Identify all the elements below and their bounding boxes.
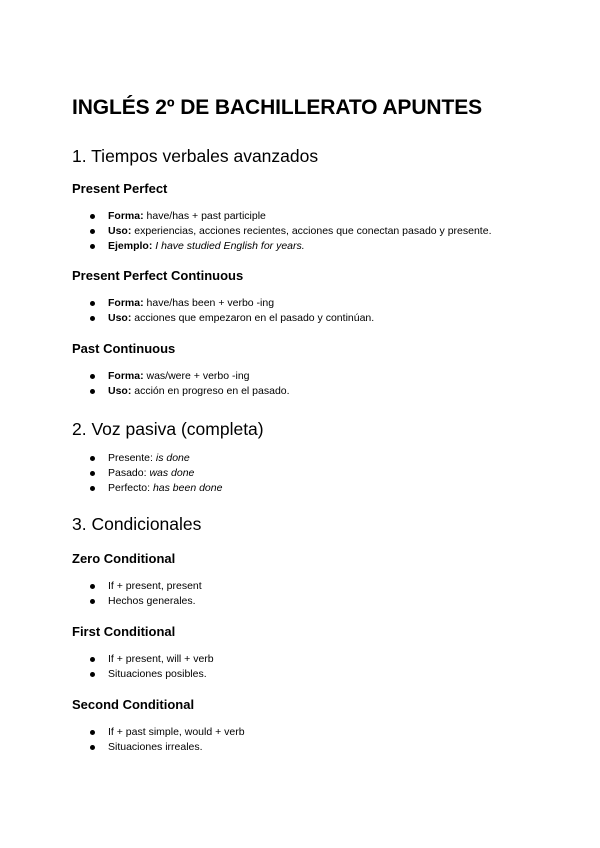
bullet-icon [90, 229, 95, 234]
subheading-first-conditional: First Conditional [72, 624, 176, 639]
bullet-icon [90, 584, 95, 589]
bullet-icon [90, 374, 95, 379]
list-item: Presente: is done [0, 451, 222, 466]
bullet-icon [90, 301, 95, 306]
list-item: Situaciones irreales. [0, 740, 245, 755]
bullet-icon [90, 214, 95, 219]
subheading-present-perfect-continuous: Present Perfect Continuous [72, 268, 244, 283]
zero-conditional-list [0, 579, 202, 609]
bullet-icon [90, 599, 95, 604]
list-item: Uso: experiencias, acciones recientes, acciones que conectan pasado y presente. [0, 224, 491, 239]
bullet-icon [90, 456, 95, 461]
list-item: Perfecto: has been done [0, 481, 222, 496]
section-heading-condicionales: 3. Condicionales [72, 514, 202, 534]
list-item: Forma: have/has been + verbo -ing [0, 296, 374, 311]
list-item: Pasado: was done [0, 466, 222, 481]
section-heading-tiempos-verbales: 1. Tiempos verbales avanzados [72, 146, 319, 166]
list-item: Forma: was/were + verbo -ing [0, 369, 290, 384]
first-conditional-list [0, 652, 214, 682]
list-item: Situaciones posibles. [0, 667, 214, 682]
list-item: If + past simple, would + verb [0, 725, 245, 740]
bullet-icon [90, 730, 95, 735]
present-perfect-continuous-list [0, 296, 374, 326]
subheading-past-continuous: Past Continuous [72, 341, 176, 356]
list-item: If + present, present [0, 579, 202, 594]
subheading-zero-conditional: Zero Conditional [72, 551, 176, 566]
past-continuous-list [0, 369, 290, 399]
list-item: Forma: have/has + past participle [0, 209, 491, 224]
document-title: INGLÉS 2º DE BACHILLERATO APUNTES [72, 96, 483, 119]
bullet-icon [90, 745, 95, 750]
bullet-icon [90, 672, 95, 677]
list-item: Ejemplo: I have studied English for years. [0, 239, 491, 254]
present-perfect-list [0, 209, 491, 254]
bullet-icon [90, 389, 95, 394]
subheading-present-perfect: Present Perfect [72, 181, 168, 196]
voz-pasiva-list [0, 451, 222, 496]
section-heading-voz-pasiva: 2. Voz pasiva (completa) [72, 419, 264, 439]
bullet-icon [90, 244, 95, 249]
list-item: Hechos generales. [0, 594, 202, 609]
bullet-icon [90, 471, 95, 476]
second-conditional-list [0, 725, 245, 755]
list-item: Uso: acciones que empezaron en el pasado y continúan. [0, 311, 374, 326]
list-item: Uso: acción en progreso en el pasado. [0, 384, 290, 399]
bullet-icon [90, 657, 95, 662]
bullet-icon [90, 316, 95, 321]
bullet-icon [90, 486, 95, 491]
subheading-second-conditional: Second Conditional [72, 697, 195, 712]
list-item: If + present, will + verb [0, 652, 214, 667]
